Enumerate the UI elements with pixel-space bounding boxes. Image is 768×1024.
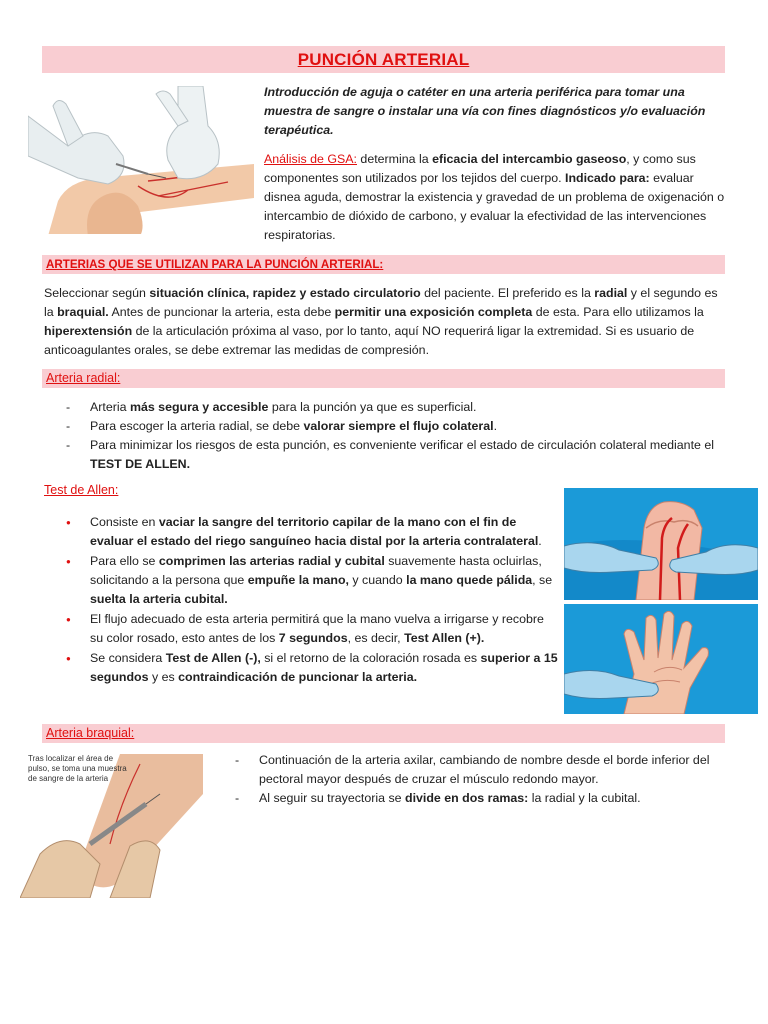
gsa-bold-2: Indicado para: (565, 171, 650, 185)
list-item (44, 552, 559, 609)
arterias-text-6: de la articulación próxima al vaso, por lo tanto, aquí NO requerirá ligar la extremidad. Si es usuario de anticoagulantes orales, se debe extremar las medidas de compresión. (44, 324, 695, 357)
arterias-text-1: Seleccionar según (44, 286, 150, 300)
braquial-heading: Arteria braquial: (46, 726, 135, 740)
allen-i4-b: Test de Allen (-), (165, 651, 261, 665)
allen-test-release-image (564, 604, 758, 714)
arterias-paragraph (44, 284, 728, 360)
allen-i2-d: empuñe la mano, (247, 573, 349, 587)
radial-heading: Arteria radial: (46, 371, 121, 385)
allen-i1-end: . (538, 534, 542, 548)
allen-i4-e: y es (148, 670, 179, 684)
braquial-i1-text: Continuación de la arteria axilar, cambiando de nombre desde el borde inferior del pectoral mayor después de cruzar el músculo redondo mayor. (259, 753, 710, 786)
arterias-text-4: Antes de puncionar la arteria, esta debe (108, 305, 335, 319)
gsa-text-1: determina la (356, 152, 433, 166)
braquial-heading-band (42, 724, 725, 743)
gsa-text-3: evaluar disnea aguda, demostrar la existencia y gravedad de un problema de oxigenación o intercambio de dióxido de carbono, y evaluar la efectividad de las intervenciones respiratorias. (264, 171, 725, 242)
arterias-text-3: y el segundo es la (44, 286, 718, 319)
arterias-text-2: del paciente. El preferido es la (420, 286, 595, 300)
allen-i2-e: y cuando (348, 573, 407, 587)
braquial-i2-c: la radial y la cubital. (528, 791, 641, 805)
arterias-heading: ARTERIAS QUE SE UTILIZAN PARA LA PUNCIÓN ARTERIAL: (46, 258, 384, 271)
allen-i2-g: , se (532, 573, 553, 587)
title-band (42, 46, 725, 73)
list-item (44, 398, 728, 417)
list-item (44, 649, 559, 687)
radial-list (44, 398, 728, 474)
allen-i4-d: superior a 15 segundos (90, 651, 558, 684)
intro-text: Introducción de aguja o catéter en una arteria periférica para tomar una muestra de sangre o instalar una vía con fines diagnósticos y/o evaluación terapéutica. (264, 85, 706, 137)
allen-i1-bold: vaciar la sangre del territorio capilar de la mano con el fin de evaluar el estado del riego sanguíneo hacia distal por la arteria contralateral (90, 515, 539, 548)
list-item (213, 751, 728, 789)
allen-i3-d: Test Allen (+). (404, 631, 485, 645)
arterias-bold-2: radial (594, 286, 628, 300)
list-item (44, 417, 728, 436)
radial-i2-text: Para escoger la arteria radial, se debe (90, 419, 304, 433)
list-item (44, 436, 728, 474)
gsa-text-2: , y como sus componentes son utilizados por los tejidos del cuerpo. (264, 152, 696, 185)
list-item (44, 610, 559, 648)
radial-heading-band (42, 369, 725, 388)
allen-i4-f: contraindicación de puncionar la arteria. (178, 670, 418, 684)
allen-i2-f: la mano quede pálida (406, 573, 533, 587)
arterias-bold-1: situación clínica, rapidez y estado circulatorio (149, 286, 421, 300)
page-title: PUNCIÓN ARTERIAL (297, 50, 470, 69)
arterias-bold-4: permitir una exposición completa (334, 305, 533, 319)
allen-i2-a: Para ello se (90, 554, 159, 568)
allen-test-compression-image (564, 488, 758, 600)
arterias-heading-band (42, 255, 725, 274)
radial-i1-bold: más segura y accesible (129, 400, 269, 414)
allen-i2-c: suavemente hasta ocluirlas, solicitando a la persona que (90, 554, 542, 587)
allen-i4-c: si el retorno de la coloración rosada es (260, 651, 481, 665)
braquial-i2-b: divide en dos ramas: (405, 791, 529, 805)
arterias-text-5: de esta. Para ello utilizamos la (532, 305, 704, 319)
braquial-i2-a: Al seguir su trayectoria se (259, 791, 405, 805)
radial-i3-bold: TEST DE ALLEN. (90, 457, 191, 471)
gsa-bold-1: eficacia del intercambio gaseoso (432, 152, 627, 166)
list-item (213, 789, 728, 808)
braquial-list (213, 751, 728, 808)
radial-i1-end: para la punción ya que es superficial. (268, 400, 477, 414)
allen-list (44, 513, 559, 688)
gsa-paragraph (264, 150, 726, 245)
allen-i4-a: Se considera (90, 651, 166, 665)
brachial-puncture-image (20, 754, 203, 898)
radial-i2-bold: valorar siempre el flujo colateral (303, 419, 494, 433)
allen-i3-a: El flujo adecuado de esta arteria permitirá que la mano vuelva a irrigarse y recobre su color rosado, esto antes de los (90, 612, 544, 645)
brachial-caption: Tras localizar el área de pulso, se toma una muestra de sangre de la arteria (28, 754, 127, 783)
radial-i2-end: . (493, 419, 498, 433)
allen-i3-c: , es decir, (347, 631, 405, 645)
radial-i1-text: Arteria (90, 400, 130, 414)
radial-puncture-image (28, 86, 254, 234)
gsa-label: Análisis de GSA: (264, 152, 357, 166)
allen-i1-text: Consiste en (90, 515, 159, 529)
list-item (44, 513, 559, 551)
arterias-bold-5: hiperextensión (44, 324, 133, 338)
allen-i3-b: 7 segundos (278, 631, 348, 645)
allen-i2-b: comprimen las arterias radial y cubital (158, 554, 385, 568)
allen-i2-h: suelta la arteria cubital. (90, 592, 228, 606)
allen-heading: Test de Allen: (44, 483, 119, 497)
radial-i3-text: Para minimizar los riesgos de esta punción, es conveniente verificar el estado de circulación colateral mediante el (90, 438, 714, 452)
arterias-bold-3: braquial. (57, 305, 109, 319)
